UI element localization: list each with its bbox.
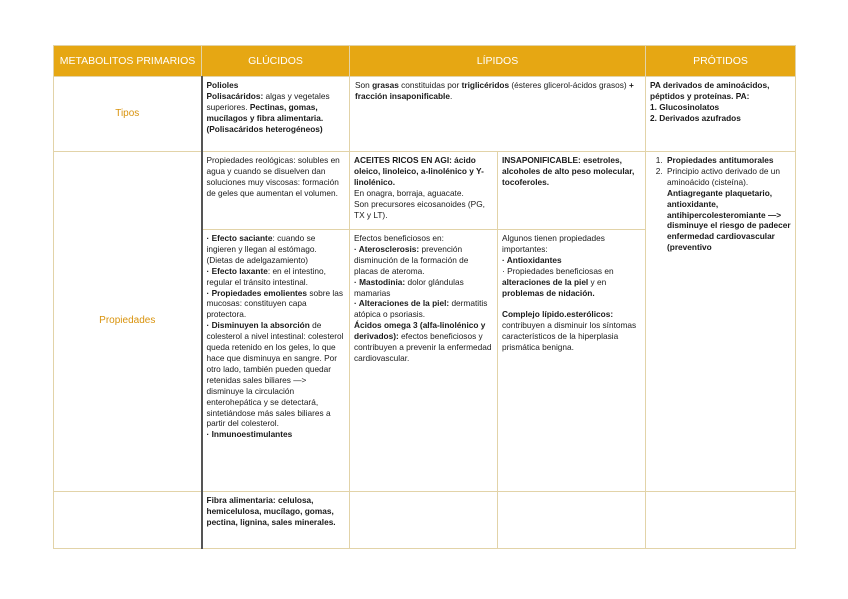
row-propiedades-1 [54,152,796,230]
props2-lipidos-efectos-cell: Efectos beneficiosos en: · Aterosclerosis: prevención disminución de la formación de placas de ateroma. · Mastodinia: dolor glándulas mamarias · Alteraciones de la piel: dermatitis atópica o psoriasis. Ácidos omega 3 (alfa-linolénico y derivados): efectos beneficiosos y contribuyen a prevenir la enfermedad cardiovascular. [350,230,498,492]
row-fibra [54,492,796,549]
header-metabolitos: METABOLITOS PRIMARIOS [54,46,202,77]
header-row [54,46,796,77]
tipos-lipidos-cell: Son grasas constituidas por triglicéridos (ésteres glicerol-ácidos grasos) + fracción insaponificable. [350,77,646,152]
props1-glucidos-cell: Propiedades reológicas: solubles en agua y cuando se disuelven dan soluciones muy viscosas: formación de geles que aumentan el volumen. [202,152,350,230]
header-protidos: PRÓTIDOS [646,46,796,77]
fibra-empty-lipidos-a [350,492,498,549]
props3-glucidos-cell: Fibra alimentaria: celulosa, hemicelulosa, mucílago, gomas, pectina, lignina, sales minerales. [202,492,350,549]
props-protidos-cell [646,152,796,492]
row-label-propiedades: Propiedades [54,152,202,492]
header-glucidos: GLÚCIDOS [202,46,350,77]
fibra-empty-label [54,492,202,549]
protidos-item-1: 1. Propiedades antitumorales [665,155,791,166]
header-lipidos: LÍPIDOS [350,46,646,77]
fibra-empty-lipidos-b [498,492,646,549]
tipos-glucidos-cell: Polioles Polisacáridos: algas y vegetales superiores. Pectinas, gomas, mucílagos y fibra alimentaria. (Polisacáridos heterogéneos) [202,77,350,152]
protidos-item-2: 2. Principio activo derivado de un aminoácido (cisteína). Antiagregante plaquetario, antioxidante, antihipercolesteromiante —> disminuye el riesgo de padecer enfermedad cardiovascular (preventivo [665,166,791,253]
props1-lipidos-insaponificable-cell: INSAPONIFICABLE: esetroles, alcoholes de alto peso molecular, tocoferoles. [498,152,646,230]
props2-glucidos-cell: · Efecto saciante: cuando se ingieren y llegan al estómago. (Dietas de adelgazamiento) · Efecto laxante: en el intestino, regular el tránsito intestinal. · Propiedades emolientes sobre las mucosas: constituyen capa protectora. · Disminuyen la absorción de colesterol a nivel intestinal: colesterol queda retenido en los geles, lo que hace que disminuya en sangre. Por otro lado, también pueden quedar retenidas sales biliares —> disminuye la circulación enterohepática y se detectará, sintetiándose más sales biliares a partir del colesterol. · Inmunoestimulantes [202,230,350,492]
tipos-protidos-cell: PA derivados de aminoácidos, péptidos y proteínas. PA: 1. Glucosinolatos 2. Derivados azufrados [646,77,796,152]
props1-lipidos-aceites-cell: ACEITES RICOS EN AGI: ácido oleico, linoleico, a-linolénico y Y-linolénico. En onagra, borraja, aguacate. Son precursores eicosanoides (PG, TX y LT). [350,152,498,230]
tipos-glucidos-line1: Polioles [206,80,239,90]
fibra-empty-protidos [646,492,796,549]
props2-lipidos-propiedades-cell: Algunos tienen propiedades importantes: · Antioxidantes · Propiedades beneficiosas en alteraciones de la piel y en problemas de nidación. Complejo lípido.esterólicos: contribuyen a disminuir los síntomas característicos de la hiperplasia prismática benigna. [498,230,646,492]
protidos-list [650,155,791,253]
metabolitos-table [53,45,796,549]
row-label-tipos: Tipos [54,77,202,152]
row-tipos [54,77,796,152]
